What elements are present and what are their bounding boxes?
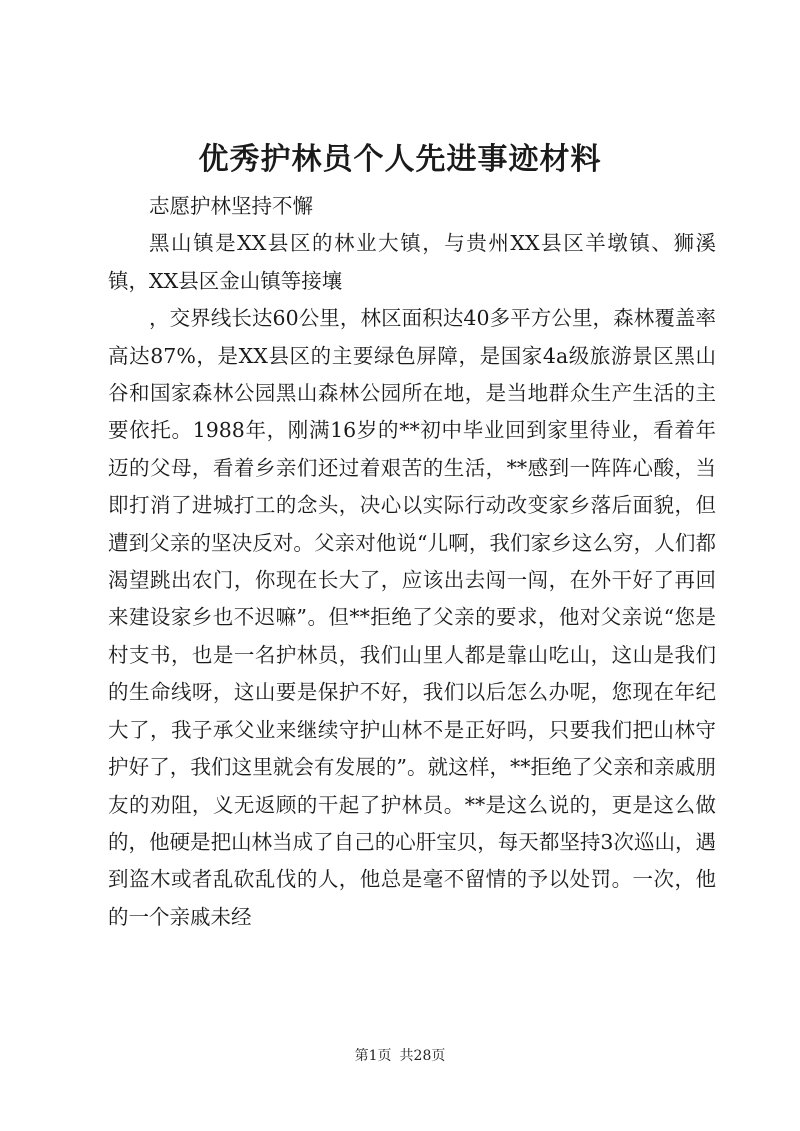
paragraph-intro: 黑山镇是XX县区的林业大镇，与贵州XX县区羊墩镇、狮溪镇，XX县区金山镇等接壤 xyxy=(108,231,716,293)
document-body xyxy=(108,188,716,936)
page-total: 共28页 xyxy=(399,1048,446,1064)
paragraph-main: ，交界线长达60公里，林区面积达40多平方公里，森林覆盖率高达87%，是XX县区的主要绿色屏障，是国家4a级旅游景区黑山谷和国家森林公园黑山森林公园所在地，是当地群众生产生活的主要依托。1988年，刚满16岁的**初中毕业回到家里待业，看着年迈的父母，看着乡亲们还过着艰苦的生活，**感到一阵阵心酸，当即打消了进城打工的念头，决心以实际行动改变家乡落后面貌，但遭到父亲的坚决反对。父亲对他说“儿啊，我们家乡这么穷，人们都渴望跳出农门，你现在长大了，应该出去闯一闯，在外干好了再回来建设家乡也不迟嘛”。但**拒绝了父亲的要求，他对父亲说“您是村支书，也是一名护林员，我们山里人都是靠山吃山，这山是我们的生命线呀，这山要是保护不好，我们以后怎么办呢，您现在年纪大了，我子承父业来继续守护山林不是正好吗，只要我们把山林守护好了，我们这里就会有发展的”。就这样，**拒绝了父亲和亲戚朋友的劝阻，义无返顾的干起了护林员。**是这么说的，更是这么做的，他硬是把山林当成了自己的心肝宝贝，每天都坚持3次巡山，遇到盗木或者乱砍乱伐的人，他总是毫不留情的予以处罚。一次，他的一个亲戚未经 xyxy=(108,306,716,929)
page-footer xyxy=(0,1046,800,1066)
document-title: 优秀护林员个人先进事迹材料 xyxy=(198,142,602,177)
page-number: 第1页 xyxy=(354,1048,392,1064)
paragraph-subtitle: 志愿护林坚持不懈 xyxy=(149,194,313,218)
